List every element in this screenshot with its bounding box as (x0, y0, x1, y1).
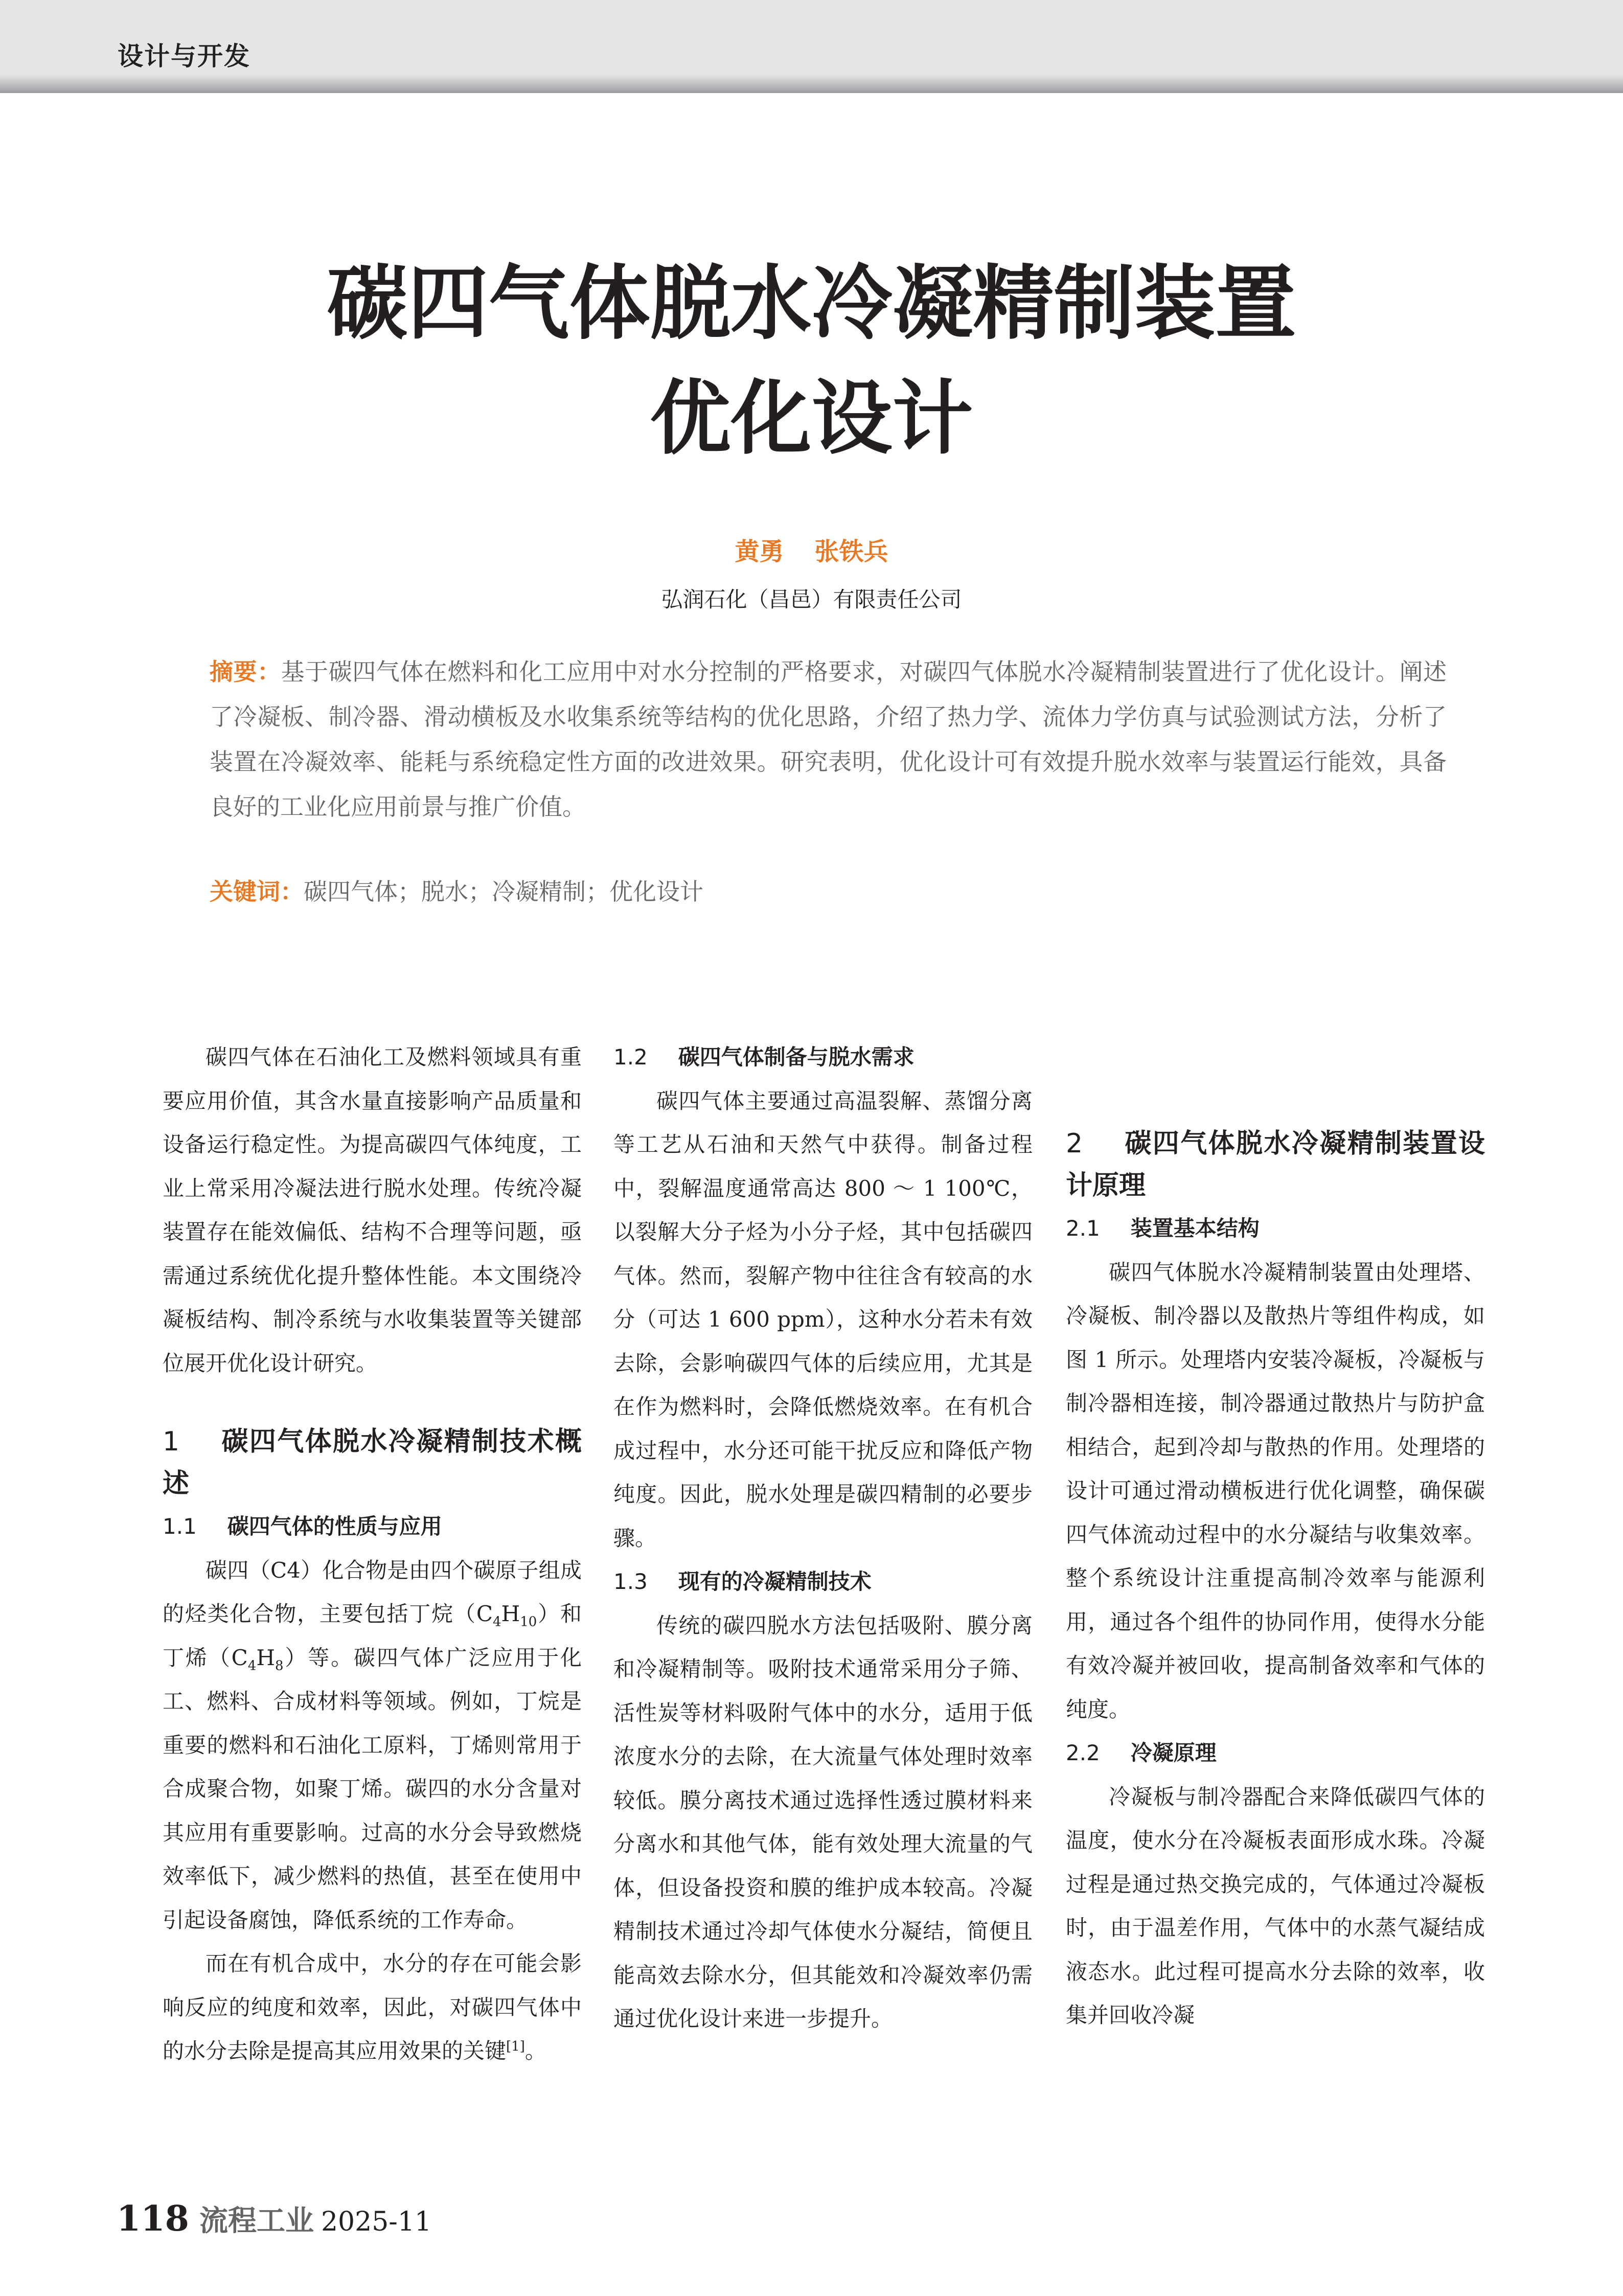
keywords (210, 869, 1447, 914)
section-title: 碳四气体脱水冷凝精制技术概述 (163, 1426, 582, 1499)
subsection-title: 碳四气体的性质与应用 (227, 1514, 442, 1539)
section-number: 1 (163, 1426, 180, 1457)
text-run: H (256, 1645, 275, 1670)
subsection-title: 装置基本结构 (1130, 1216, 1260, 1241)
text-run: 碳四（C4）化合物是由四个碳原子组成的烃类化合物，主要包括丁烷（C (163, 1557, 582, 1626)
subsection-number: 2.2 (1066, 1740, 1100, 1765)
keywords-label: 关键词： (210, 878, 304, 905)
page-footer (117, 2198, 431, 2239)
issue-date: 2025-11 (321, 2207, 432, 2237)
paragraph (163, 1942, 582, 2073)
author-name: 张铁兵 (814, 537, 888, 566)
text-run: H (501, 1601, 520, 1626)
subsection-title: 冷凝原理 (1130, 1740, 1217, 1765)
text-run: ）和丁烯（C (163, 1601, 582, 1670)
subsection-heading-1-3 (613, 1560, 1033, 1604)
author-list (0, 532, 1623, 567)
paragraph: 碳四气体脱水冷凝精制装置由处理塔、冷凝板、制冷器以及散热片等组件构成，如图 1 所示。处理塔内安装冷凝板，冷凝板与制冷器相连接，制冷器通过散热片与防护盒相结合，起到冷却与散热的作用。处理塔的设计可通过滑动横板进行优化调整，确保碳四气体流动过程中的水分凝结与收集效率。整个系统设计注重提高制冷效率与能源利用，通过各个组件的协同作用，使得水分能有效冷凝并被回收，提高制备效率和气体的纯度。 (1066, 1259, 1485, 1722)
keywords-text: 碳四气体；脱水；冷凝精制；优化设计 (304, 878, 703, 905)
subsection-title: 现有的冷凝精制技术 (678, 1569, 872, 1594)
article-title-line-1: 碳四气体脱水冷凝精制装置 (327, 257, 1296, 351)
subsection-number: 1.3 (613, 1569, 648, 1594)
section-number: 2 (1066, 1128, 1083, 1159)
subsection-heading-2-2 (1066, 1731, 1485, 1775)
subsection-number: 1.1 (163, 1514, 197, 1539)
subsection-heading-1-1 (163, 1505, 582, 1549)
subsection-number: 1.2 (613, 1044, 648, 1070)
section-tag: 设计与开发 (118, 41, 250, 71)
text-run: 。 (524, 2038, 546, 2063)
page-number: 118 (117, 2198, 189, 2239)
body-column-1 (163, 1035, 582, 2073)
subscript: 4 (247, 1657, 257, 1673)
intro-paragraph: 碳四气体在石油化工及燃料领域具有重要应用价值，其含水量直接影响产品质量和设备运行稳定性。为提高碳四气体纯度，工业上常采用冷凝法进行脱水处理。传统冷凝装置存在能效偏低、结构不合理等问题，亟需通过系统优化提升整体性能。本文围绕冷凝板结构、制冷系统与水收集装置等关键部位展开优化设计研究。 (163, 1044, 582, 1376)
subsection-heading-1-2 (613, 1035, 1033, 1079)
section-heading-2 (1066, 1123, 1485, 1207)
abstract-label: 摘要： (210, 658, 281, 686)
subsection-number: 2.1 (1066, 1216, 1100, 1241)
paragraph: 碳四气体主要通过高温裂解、蒸馏分离等工艺从石油和天然气中获得。制备过程中，裂解温度通常高达 800 ～ 1 100℃，以裂解大分子烃为小分子烃，其中包括碳四气体。然而，裂解产物中往往含有较高的水分（可达 1 600 ppm），这种水分若未有效去除，会影响碳四气体的后续应用，尤其是在作为燃料时，会降低燃烧效率。在有机合成过程中，水分还可能干扰反应和降低产物纯度。因此，脱水处理是碳四精制的必要步骤。 (613, 1088, 1033, 1551)
abstract (210, 649, 1447, 829)
article-title-line-2: 优化设计 (650, 372, 973, 466)
text-run: 而在有机合成中，水分的存在可能会影响反应的纯度和效率，因此，对碳四气体中的水分去除是提高其应用效果的关键 (163, 1951, 582, 2063)
paragraph: 传统的碳四脱水方法包括吸附、膜分离和冷凝精制等。吸附技术通常采用分子筛、活性炭等材料吸附气体中的水分，适用于低浓度水分的去除，在大流量气体处理时效率较低。膜分离技术通过选择性透过膜材料来分离水和其他气体，能有效处理大流量的气体，但设备投资和膜的维护成本较高。冷凝精制技术通过冷却气体使水分凝结，简便且能高效去除水分，但其能效和冷凝效率仍需通过优化设计来进一步提升。 (613, 1612, 1033, 2031)
paragraph: 冷凝板与制冷器配合来降低碳四气体的温度，使水分在冷凝板表面形成水珠。冷凝过程是通过热交换完成的，气体通过冷凝板时，由于温差作用，气体中的水蒸气凝结成液态水。此过程可提高水分去除的效率，收集并回收冷凝 (1066, 1784, 1485, 2028)
section-heading-1 (163, 1421, 582, 1505)
running-header-bar (0, 0, 1623, 93)
section-title: 碳四气体脱水冷凝精制装置设计原理 (1066, 1128, 1485, 1201)
subscript: 10 (520, 1614, 537, 1630)
body-column-3 (1066, 1123, 1485, 2037)
paragraph (163, 1549, 582, 1942)
citation-ref[interactable]: [1] (506, 2039, 525, 2054)
affiliation: 弘润石化（昌邑）有限责任公司 (661, 587, 962, 612)
author-name: 黄勇 (735, 537, 784, 566)
journal-name: 流程工业 (199, 2204, 314, 2238)
subsection-heading-2-1 (1066, 1207, 1485, 1251)
subscript: 8 (275, 1657, 284, 1673)
body-column-2 (613, 948, 1033, 2041)
subscript: 4 (493, 1614, 501, 1630)
abstract-text: 基于碳四气体在燃料和化工应用中对水分控制的严格要求，对碳四气体脱水冷凝精制装置进行了优化设计。阐述了冷凝板、制冷器、滑动横板及水收集系统等结构的优化思路，介绍了热力学、流体力学仿真与试验测试方法，分析了装置在冷凝效率、能耗与系统稳定性方面的改进效果。研究表明，优化设计可有效提升脱水效率与装置运行能效，具备良好的工业化应用前景与推广价值。 (210, 658, 1447, 821)
text-run: ）等。碳四气体广泛应用于化工、燃料、合成材料等领域。例如，丁烷是重要的燃料和石油化工原料，丁烯则常用于合成聚合物，如聚丁烯。碳四的水分含量对其应用有重要影响。过高的水分会导致燃烧效率低下，减少燃料的热值，甚至在使用中引起设备腐蚀，降低系统的工作寿命。 (163, 1645, 582, 1933)
subsection-title: 碳四气体制备与脱水需求 (678, 1044, 915, 1070)
